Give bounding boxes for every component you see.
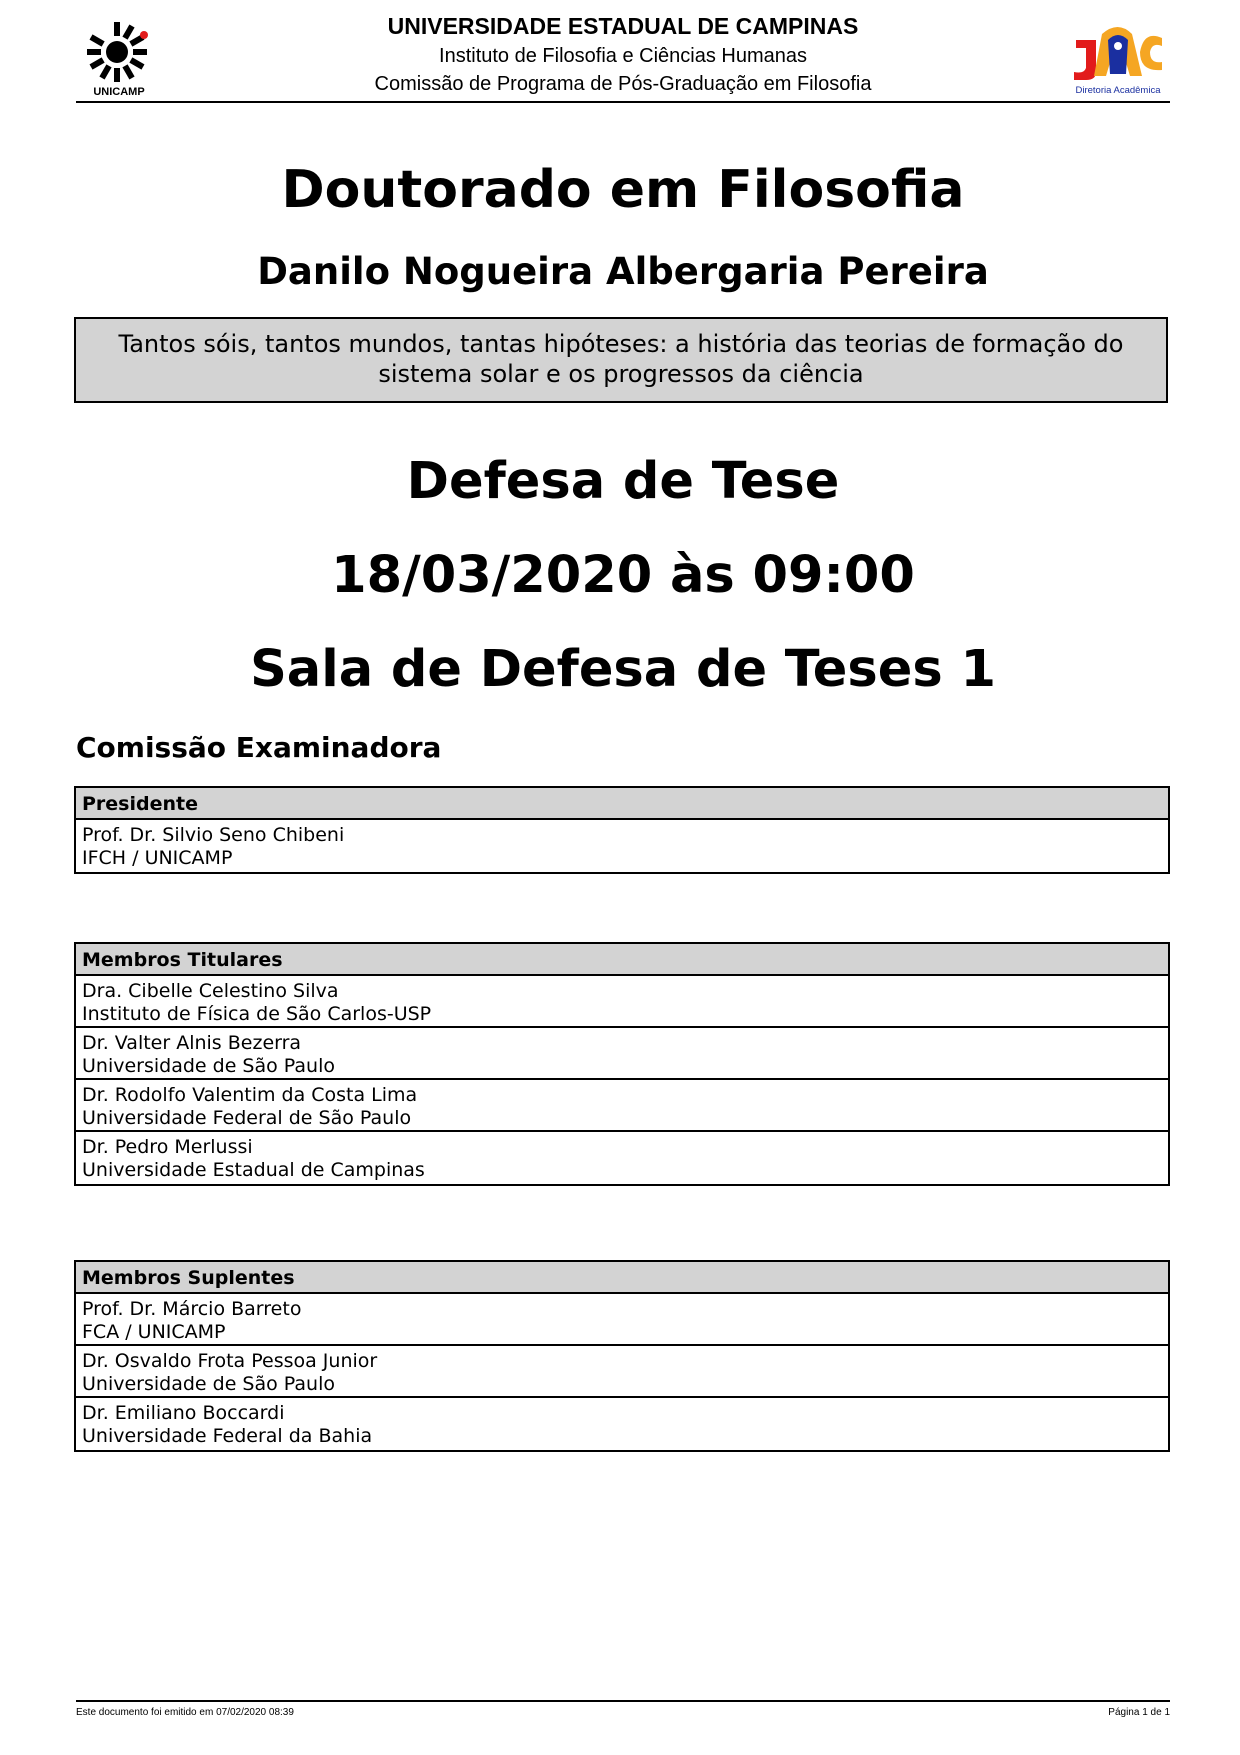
member-name: Dr. Emiliano Boccardi [82, 1402, 285, 1424]
event-datetime: 18/03/2020 às 09:00 [331, 546, 915, 605]
member-row [76, 1080, 1168, 1132]
member-name: Dr. Rodolfo Valentim da Costa Lima [82, 1084, 418, 1106]
member-affiliation: Universidade Federal de São Paulo [82, 1107, 412, 1129]
titulares-heading: Membros Titulares [76, 944, 1168, 976]
member-name: Dr. Pedro Merlussi [82, 1136, 253, 1158]
member-affiliation: Universidade de São Paulo [82, 1055, 335, 1077]
document-footer [76, 1700, 1170, 1718]
member-row [76, 1294, 1168, 1346]
member-affiliation: Universidade Federal da Bahia [82, 1425, 373, 1447]
university-name: UNIVERSIDADE ESTADUAL DE CAMPINAS [387, 13, 859, 39]
president-heading: Presidente [76, 788, 1168, 820]
member-affiliation: Universidade Estadual de Campinas [82, 1159, 425, 1181]
member-affiliation: Instituto de Física de São Carlos-USP [82, 1003, 432, 1025]
page-number: Página 1 de 1 [1108, 1707, 1170, 1718]
institute-name: Instituto de Filosofia e Ciências Humanas [439, 45, 807, 67]
document-header [76, 8, 1170, 103]
member-name: Prof. Dr. Silvio Seno Chibeni [82, 824, 345, 846]
member-row [76, 1398, 1168, 1450]
member-affiliation: IFCH / UNICAMP [82, 847, 233, 869]
commission-name: Comissão de Programa de Pós-Graduação em Filosofia [374, 73, 872, 95]
member-row [76, 1346, 1168, 1398]
unicamp-logo [82, 18, 156, 98]
president-panel [74, 786, 1170, 874]
thesis-title-box [74, 317, 1168, 403]
program-title: Doutorado em Filosofia [281, 160, 965, 220]
thesis-title-line-2: sistema solar e os progressos da ciência [378, 360, 864, 388]
member-name: Dr. Osvaldo Frota Pessoa Junior [82, 1350, 378, 1372]
member-affiliation: FCA / UNICAMP [82, 1321, 226, 1343]
member-name: Dra. Cibelle Celestino Silva [82, 980, 339, 1002]
suplentes-panel [74, 1260, 1170, 1452]
header-text [196, 8, 1050, 98]
member-row [76, 976, 1168, 1028]
dac-logo-label: Diretoria Acadêmica [1075, 85, 1161, 96]
member-row [76, 1028, 1168, 1080]
member-row [76, 820, 1168, 872]
event-title: Defesa de Tese [406, 452, 840, 511]
committee-heading: Comissão Examinadora [76, 731, 442, 764]
member-name: Dr. Valter Alnis Bezerra [82, 1032, 302, 1054]
student-name: Danilo Nogueira Albergaria Pereira [257, 250, 989, 293]
member-affiliation: Universidade de São Paulo [82, 1373, 335, 1395]
unicamp-logo-label: UNICAMP [93, 86, 145, 98]
event-room: Sala de Defesa de Teses 1 [250, 640, 996, 699]
suplentes-heading: Membros Suplentes [76, 1262, 1168, 1294]
dac-logo [1066, 20, 1170, 98]
emission-note: Este documento foi emitido em 07/02/2020 08:39 [76, 1707, 294, 1718]
member-row [76, 1132, 1168, 1184]
titulares-panel [74, 942, 1170, 1186]
thesis-title-line-1: Tantos sóis, tantos mundos, tantas hipóteses: a história das teorias de formação do [118, 330, 1124, 358]
member-name: Prof. Dr. Márcio Barreto [82, 1298, 302, 1320]
